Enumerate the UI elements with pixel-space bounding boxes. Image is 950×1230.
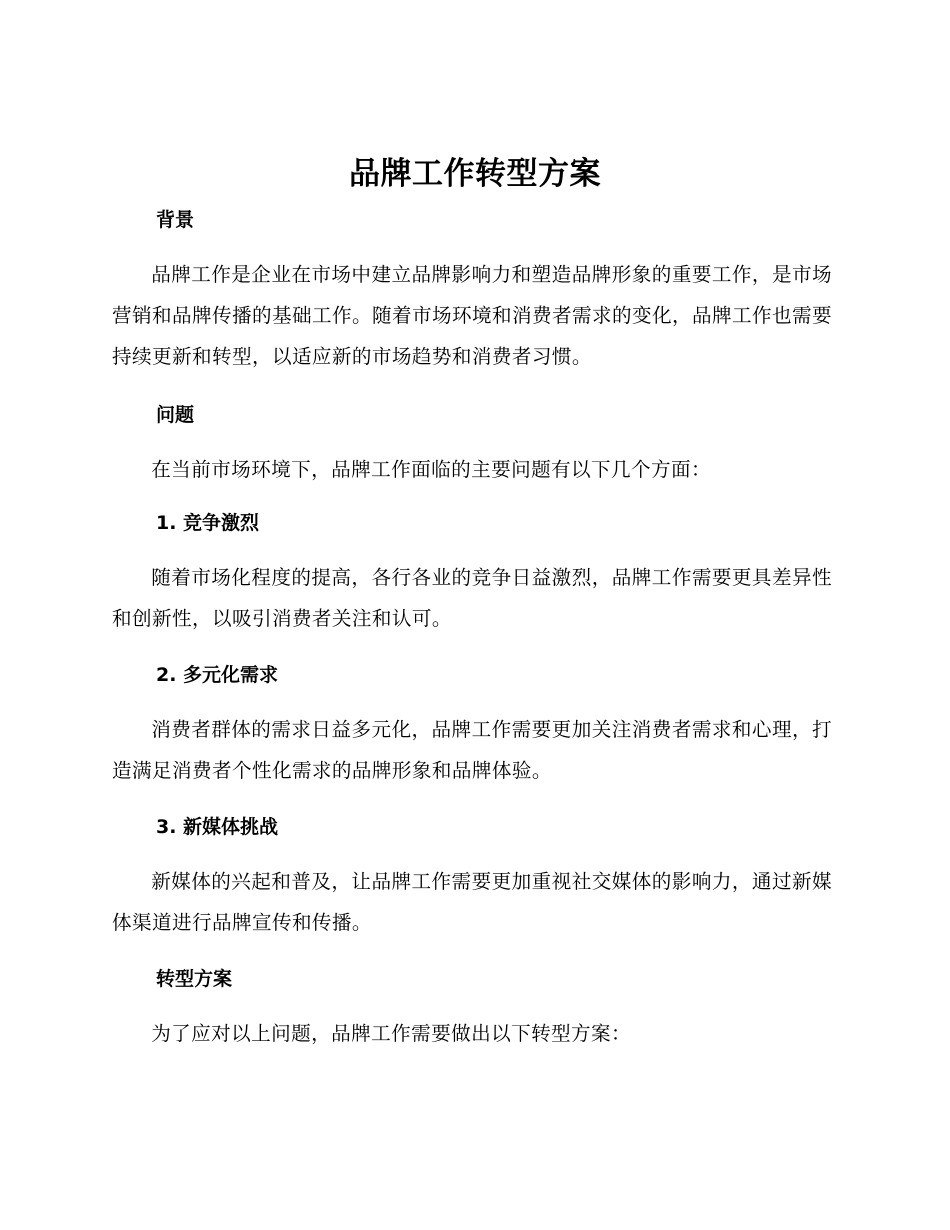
paragraph-competition: 随着市场化程度的提高，各行各业的竞争日益激烈，品牌工作需要更具差异性和创新性，以吸引消费者关注和认可。 — [112, 566, 832, 630]
section-heading-background: 背景 — [156, 209, 195, 231]
paragraph-plan-intro: 为了应对以上问题，品牌工作需要做出以下转型方案： — [151, 1022, 632, 1045]
subheading-diverse-needs: 2. 多元化需求 — [156, 664, 279, 686]
section-heading-problem: 问题 — [156, 404, 195, 426]
paragraph-new-media: 新媒体的兴起和普及，让品牌工作需要更加重视社交媒体的影响力，通过新媒体渠道进行品牌宣传和传播。 — [112, 870, 832, 934]
paragraph-diverse-needs: 消费者群体的需求日益多元化，品牌工作需要更加关注消费者需求和心理，打造满足消费者个性化需求的品牌形象和品牌体验。 — [112, 718, 832, 782]
paragraph-background: 品牌工作是企业在市场中建立品牌影响力和塑造品牌形象的重要工作，是市场营销和品牌传播的基础工作。随着市场环境和消费者需求的变化，品牌工作也需要持续更新和转型，以适应新的市场趋势和消费者习惯。 — [112, 263, 832, 368]
paragraph-problem-intro: 在当前市场环境下，品牌工作面临的主要问题有以下几个方面： — [151, 458, 712, 481]
document-title: 品牌工作转型方案 — [349, 156, 601, 192]
subheading-competition: 1. 竞争激烈 — [156, 512, 260, 534]
section-heading-plan: 转型方案 — [156, 968, 233, 990]
subheading-new-media: 3. 新媒体挑战 — [156, 816, 279, 838]
